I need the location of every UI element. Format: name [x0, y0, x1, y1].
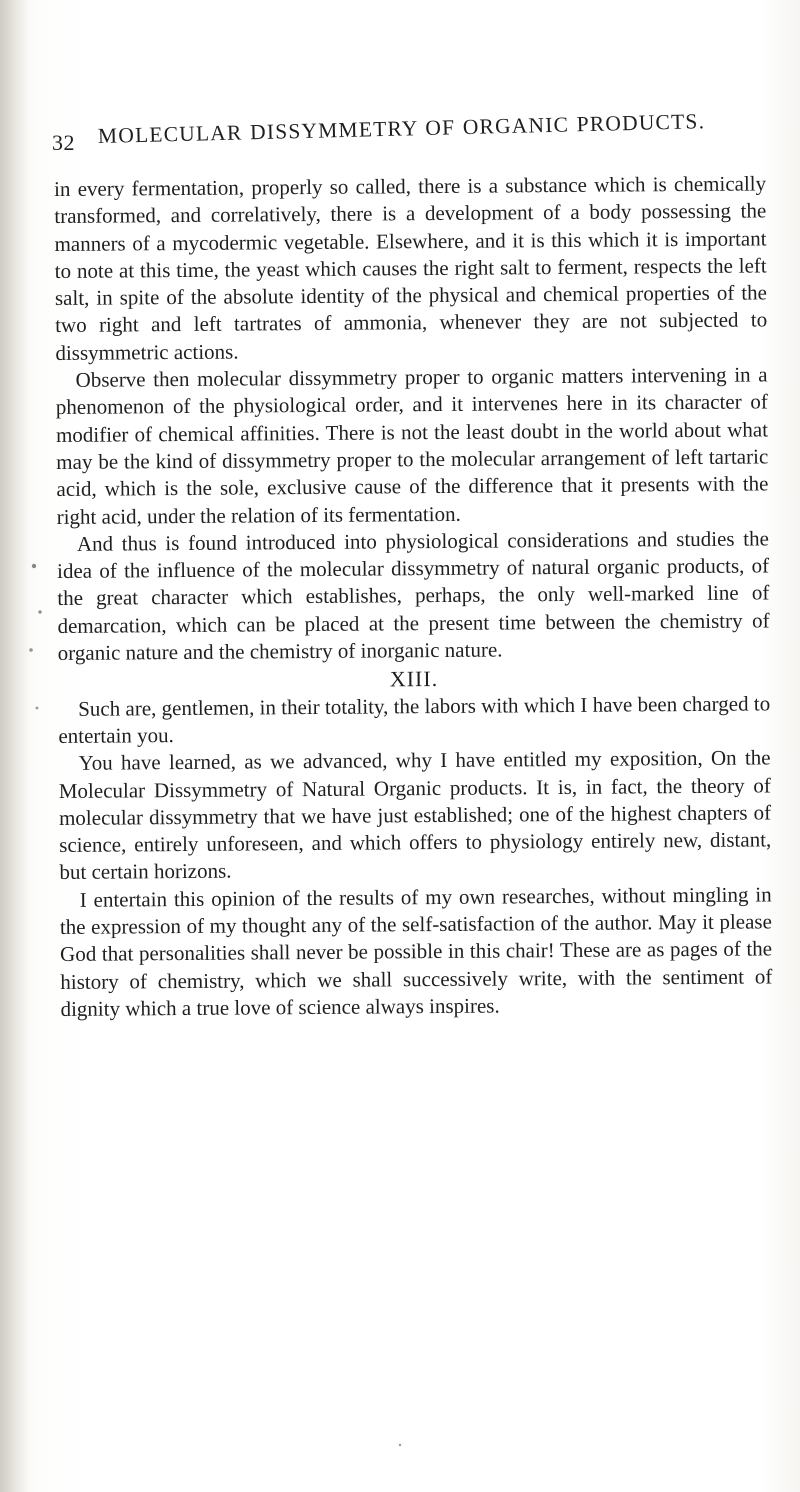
section-heading: XIII.	[389, 666, 439, 692]
ink-speck	[29, 648, 33, 652]
paragraph: Observe then molecular dissymmetry proper to organic matters intervening in a phenomenon of the physiological order, and it intervenes here in its character of modifier of chemical affinities. There is not the least doubt in the world about what may be the kind of dissymmetry proper to the molecular arrangement of left tartaric acid, which is the sole, exclusive cause of the difference that it presents with the right acid, under the relation of its fermentation.	[55, 362, 769, 529]
paragraph: And thus is found introduced into physiological considerations and studies the idea of the influence of the molecular dissymmetry of natural organic products, of the great character which establishes, perhaps, the only well-marked line of demarcation, which can be placed at the present time between the chemistry of organic nature and the chemistry of inorganic nature.	[57, 526, 770, 666]
ink-speck	[36, 707, 39, 710]
running-head: MOLECULAR DISSYMMETRY OF ORGANIC PRODUCTS.	[97, 109, 706, 148]
paragraph: I entertain this opinion of the results of my own researches, without mingling in the expression of my thought any of the self-satisfaction of the author. May it please God that personalities shall never be possible in this chair! These are as pages of the history of chemistry, which we shall successively write, with the sentiment of dignity which a true love of science always inspires.	[59, 882, 773, 1021]
body-text	[54, 170, 773, 1023]
ink-speck	[399, 1444, 401, 1446]
ink-speck	[38, 610, 41, 613]
paragraph-continued: in every fermentation, properly so called, there is a substance which is chemically transformed, and correlatively, there is a development of a body possessing the manners of a mycodermic vegetable. Elsewhere, and it is this which it is important to note at this time, the yeast which causes the right salt to ferment, respects the left salt, in spite of the absolute identity of the physical and chemical properties of the two right and left tartrates of ammonia, whenever they are not subjected to dissymmetric actions.	[54, 171, 768, 365]
ink-speck	[32, 564, 36, 568]
paragraph: You have learned, as we advanced, why I have entitled my exposition, On the Molecular Dissymmetry of Natural Organic products. It is, in fact, the theory of molecular dissymmetry that we have just established; one of the highest chapters of science, entirely unforeseen, and which offers to physiology entirely new, distant, but certain horizons.	[58, 745, 772, 885]
paragraph: Such are, gentlemen, in their totality, the labors with which I have been charged to entertain you.	[58, 691, 771, 748]
binding-gutter-shadow	[0, 0, 28, 1492]
page-number: 32	[52, 130, 75, 155]
